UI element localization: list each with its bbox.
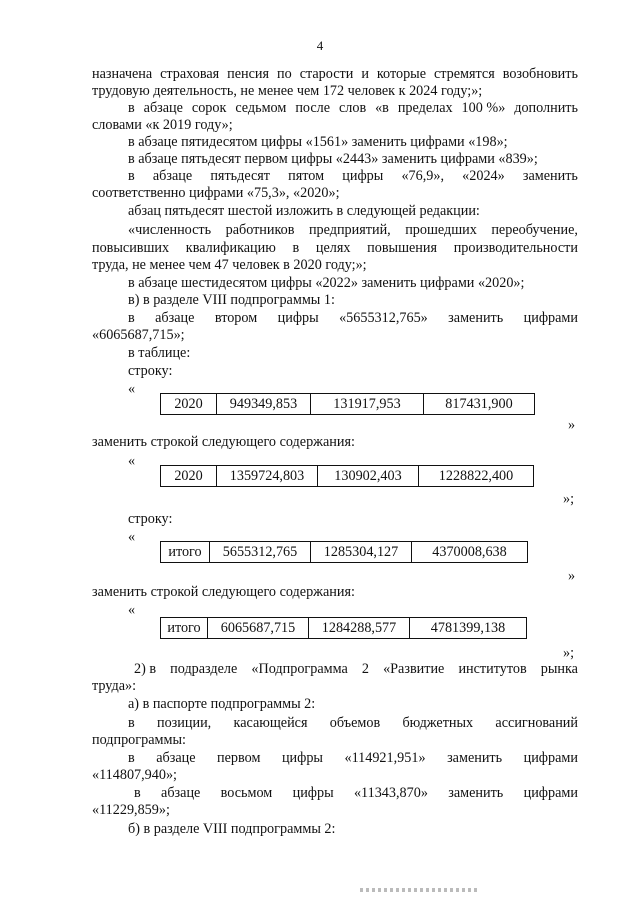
table-cell: 817431,900 bbox=[424, 394, 535, 415]
table-cell: 1359724,803 bbox=[217, 466, 318, 487]
text-line: в абзаце первом цифры «114921,951» заменить цифрами bbox=[128, 750, 578, 766]
text-line: б) в разделе VIII подпрограммы 2: bbox=[128, 821, 336, 837]
table-cell: итого bbox=[161, 618, 208, 639]
scan-artifact bbox=[360, 888, 480, 892]
table-cell: 130902,403 bbox=[318, 466, 419, 487]
text-line: в) в разделе VIII подпрограммы 1: bbox=[128, 292, 335, 308]
closing-quote: » bbox=[568, 417, 576, 433]
text-line: соответственно цифрами «75,3», «2020»; bbox=[92, 185, 340, 201]
text-line: в абзаце восьмом цифры «11343,870» заменить цифрами bbox=[134, 785, 578, 801]
text-line: словами «к 2019 году»; bbox=[92, 117, 233, 133]
text-line: в абзаце сорок седьмом после слов «в пределах 100 %» дополнить bbox=[128, 100, 578, 116]
text-line: «114807,940»; bbox=[92, 767, 177, 783]
opening-quote: « bbox=[128, 529, 136, 545]
text-line: «6065687,715»; bbox=[92, 327, 185, 343]
page-number: 4 bbox=[316, 38, 324, 53]
table-row-new-2020 bbox=[160, 465, 534, 487]
table-cell: 949349,853 bbox=[217, 394, 311, 415]
text-line: труда, не менее чем 47 человек в 2020 году;»; bbox=[92, 257, 367, 273]
closing-quote: » bbox=[568, 568, 576, 584]
text-line: подпрограммы: bbox=[92, 732, 186, 748]
text-line: в абзаце пятидесятом цифры «1561» заменить цифрами «198»; bbox=[128, 134, 508, 150]
table-cell: 6065687,715 bbox=[208, 618, 309, 639]
table-cell: 4370008,638 bbox=[412, 542, 528, 563]
table-row-old-total bbox=[160, 541, 528, 563]
table-cell: 4781399,138 bbox=[410, 618, 527, 639]
table-cell: 1228822,400 bbox=[419, 466, 534, 487]
table-cell: 1284288,577 bbox=[309, 618, 410, 639]
table-cell: 2020 bbox=[161, 394, 217, 415]
text-line: в абзаце пятьдесят пятом цифры «76,9», «2024» заменить bbox=[128, 168, 578, 184]
text-line: назначена страховая пенсия по старости и которые стремятся возобновить bbox=[92, 66, 578, 82]
table-cell: итого bbox=[161, 542, 210, 563]
text-line: заменить строкой следующего содержания: bbox=[92, 584, 355, 600]
text-line: труда»: bbox=[92, 678, 137, 694]
text-line: в абзаце втором цифры «5655312,765» заменить цифрами bbox=[128, 310, 578, 326]
table-cell: 1285304,127 bbox=[311, 542, 412, 563]
text-line: в позиции, касающейся объемов бюджетных ассигнований bbox=[128, 715, 578, 731]
text-line: повысивших квалификацию в целях повышения производительности bbox=[92, 240, 578, 256]
text-line: заменить строкой следующего содержания: bbox=[92, 434, 355, 450]
table-cell: 131917,953 bbox=[311, 394, 424, 415]
text-line: а) в паспорте подпрограммы 2: bbox=[128, 696, 316, 712]
text-line: абзац пятьдесят шестой изложить в следующей редакции: bbox=[128, 203, 480, 219]
text-line: 2) в подразделе «Подпрограмма 2 «Развитие институтов рынка bbox=[134, 661, 578, 677]
closing-quote: »; bbox=[563, 645, 575, 661]
text-line: «численность работников предприятий, прошедших переобучение, bbox=[128, 222, 578, 238]
opening-quote: « bbox=[128, 453, 136, 469]
text-line: трудовую деятельность, не менее чем 172 человек к 2024 году;»; bbox=[92, 83, 483, 99]
table-row-old-2020 bbox=[160, 393, 535, 415]
opening-quote: « bbox=[128, 381, 136, 397]
table-row-new-total bbox=[160, 617, 527, 639]
text-line: «11229,859»; bbox=[92, 802, 170, 818]
text-line: строку: bbox=[128, 511, 173, 527]
table-cell: 2020 bbox=[161, 466, 217, 487]
closing-quote: »; bbox=[563, 491, 575, 507]
text-line: в абзаце пятьдесят первом цифры «2443» заменить цифрами «839»; bbox=[128, 151, 538, 167]
text-line: в таблице: bbox=[128, 345, 191, 361]
text-line: в абзаце шестидесятом цифры «2022» заменить цифрами «2020»; bbox=[128, 275, 525, 291]
opening-quote: « bbox=[128, 602, 136, 618]
table-cell: 5655312,765 bbox=[210, 542, 311, 563]
text-line: строку: bbox=[128, 363, 173, 379]
